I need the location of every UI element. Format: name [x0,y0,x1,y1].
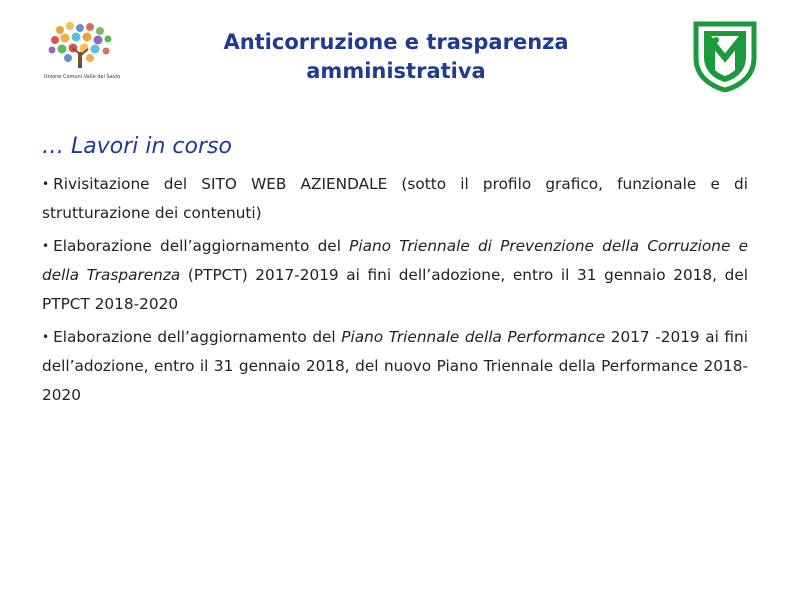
tree-icon [49,22,112,68]
section-heading: … Lavori in corso [42,134,232,159]
regione-marche-emblem-icon [692,20,758,92]
bullet-text: Elaborazione dell’aggiornamento del [53,237,350,255]
bullet-text: 2017 -2019 ai fini dell’adozione, entro il 31 gennaio 2018, del nuovo Piano Triennale della Performance 2018-2020 [42,328,749,404]
bullet-text: (PTPCT) 2017-2019 ai fini dell’adozione, entro il 31 gennaio 2018, del PTPCT 2018-2020 [42,266,748,313]
bullet-item [42,323,748,410]
page-title [160,28,632,86]
bullet-italic-title: Piano Triennale della Performance [341,328,606,346]
bullet-text: Elaborazione dell’aggiornamento del [53,328,342,346]
bullet-icon: • [42,177,50,191]
bullet-icon: • [42,239,50,253]
bullet-item [42,170,748,228]
title-line-1: Anticorruzione e trasparenza [223,30,569,54]
left-logo [38,18,126,82]
bullet-text: Rivisitazione del SITO WEB AZIENDALE (sotto il profilo grafico, funzionale e di strutturazione dei contenuti) [42,175,748,222]
bullet-icon: • [42,330,50,344]
left-logo-text: Unione Comuni Valle del Savio [43,74,121,80]
title-line-2: amministrativa [306,59,486,83]
bullet-item [42,232,748,319]
bullet-list [42,170,748,414]
bullet-italic-title: Piano Triennale di Prevenzione della Corruzione e della Trasparenza [42,237,748,284]
